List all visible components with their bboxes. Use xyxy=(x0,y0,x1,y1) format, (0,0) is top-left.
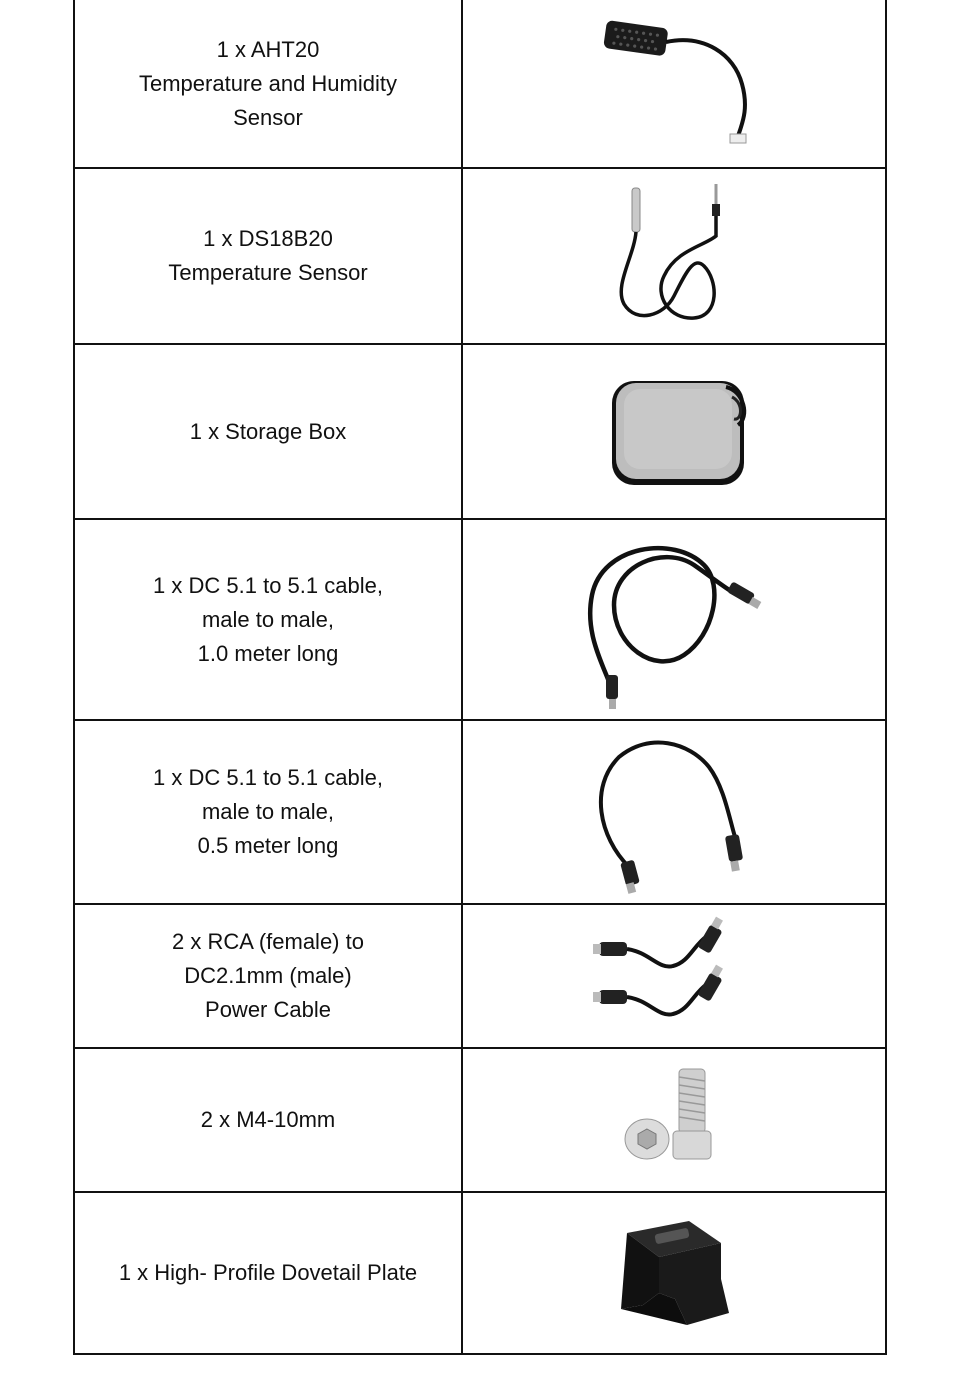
item-image-cell xyxy=(463,1049,885,1191)
table-row xyxy=(73,0,887,169)
item-text-line: 1 x DC 5.1 to 5.1 cable, xyxy=(153,572,383,598)
item-text-line: Temperature and Humidity xyxy=(138,70,397,96)
rca-dc-cable-icon xyxy=(589,916,759,1036)
item-description-cell xyxy=(75,520,463,719)
aht20-sensor-icon xyxy=(574,4,774,164)
table-row xyxy=(73,721,887,905)
item-text-line: 0.5 meter long xyxy=(197,833,339,858)
item-image-cell xyxy=(463,0,885,167)
item-description-cell xyxy=(75,169,463,343)
storage-box-icon xyxy=(594,367,754,497)
ds18b20-probe-icon xyxy=(594,176,754,336)
item-image-cell xyxy=(463,721,885,903)
dc-cable-short-icon xyxy=(579,727,769,897)
item-text-line: male to male, xyxy=(201,606,335,632)
item-description-cell xyxy=(75,905,463,1047)
item-text-line: 1 x Storage Box xyxy=(189,418,347,444)
item-text-line: 2 x RCA (female) to xyxy=(172,929,364,954)
item-image-cell xyxy=(463,520,885,719)
table-row xyxy=(73,905,887,1049)
item-image-cell xyxy=(463,905,885,1047)
item-image-cell xyxy=(463,169,885,343)
item-text-line: 2 x M4-10mm xyxy=(200,1107,336,1132)
table-row xyxy=(73,345,887,520)
item-text-line: male to male, xyxy=(201,799,335,824)
dovetail-plate-icon xyxy=(609,1213,739,1333)
item-text-line: 1 x DS18B20 xyxy=(203,226,333,251)
item-image-cell xyxy=(463,1193,885,1353)
item-text-line: 1 x AHT20 xyxy=(216,36,320,62)
item-text-line: 1 x DC 5.1 to 5.1 cable, xyxy=(153,765,383,790)
table-row xyxy=(73,169,887,345)
item-description-cell xyxy=(75,721,463,903)
table-row xyxy=(73,1193,887,1355)
item-description-cell xyxy=(75,0,463,167)
item-description-cell xyxy=(75,1193,463,1353)
item-description-cell xyxy=(75,345,463,518)
item-text-line: DC2.1mm (male) xyxy=(184,963,352,988)
item-text-line: Temperature Sensor xyxy=(168,260,368,285)
item-text-line: 1 x High- Profile Dovetail Plate xyxy=(118,1260,418,1285)
item-text-line: 1.0 meter long xyxy=(197,640,339,666)
item-description-cell xyxy=(75,1049,463,1191)
item-text-line: Sensor xyxy=(233,104,303,130)
item-image-cell xyxy=(463,345,885,518)
m4-screw-icon xyxy=(619,1065,729,1175)
dc-cable-long-icon xyxy=(574,525,774,715)
table-row xyxy=(73,520,887,721)
item-text-line: Power Cable xyxy=(205,997,331,1022)
table-row xyxy=(73,1049,887,1193)
